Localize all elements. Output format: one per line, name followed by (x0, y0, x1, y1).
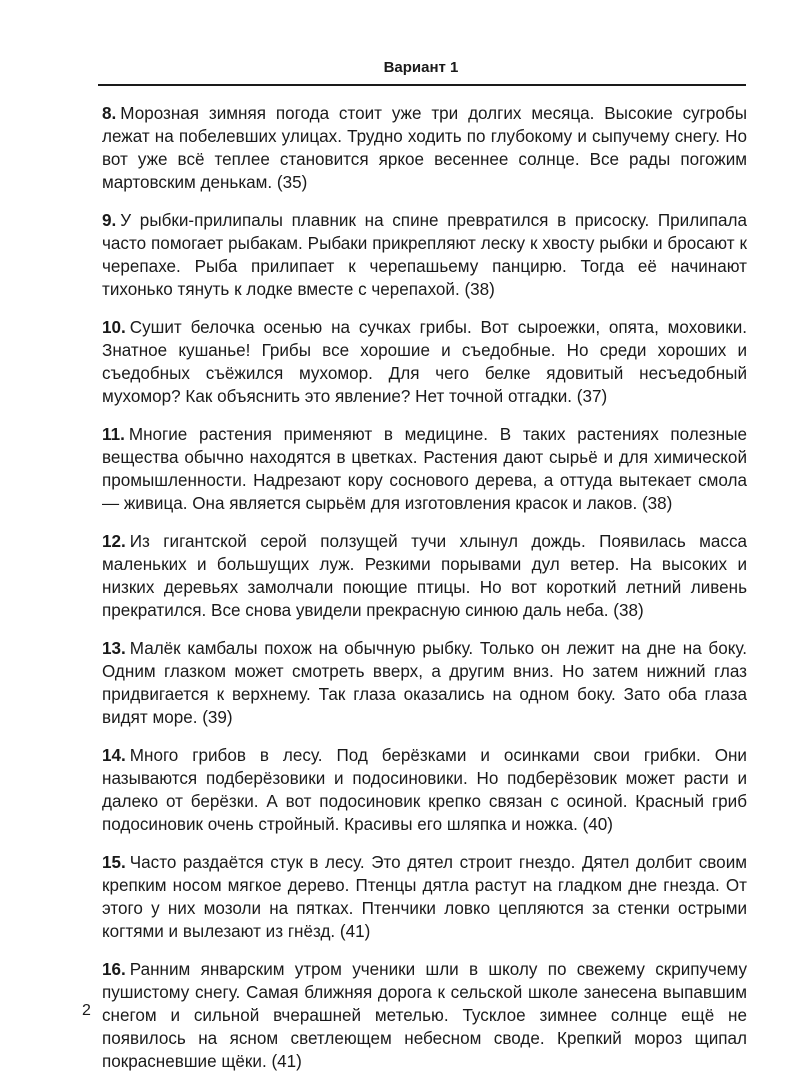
dictation-item-12 (102, 530, 747, 622)
dictation-text: Ранним январским утром ученики шли в школу по свежему скрипучему пушистому снегу. Самая ближняя дорога к сельской школе занесена выпавшим снегом и сильной вчерашней метелью. Тусклое зимнее солнце ещё не появилось на ясном светлеющем небесном своде. Крепкий мороз щипал покрасневшие щёки. (41) (102, 960, 747, 1071)
dictation-text: Часто раздаётся стук в лесу. Это дятел строит гнездо. Дятел долбит своим крепким носом мягкое дерево. Птенцы дятла растут на гладком дне гнезда. От этого у них мозоли на пятках. Птенчики ловко цепляются за стенки острыми когтями и вылезают из гнёзд. (41) (102, 853, 747, 941)
dictation-item-16 (102, 958, 747, 1073)
dictation-number: 11. (102, 425, 125, 444)
dictation-text: У рыбки-прилипалы плавник на спине превратился в присоску. Прилипала часто помогает рыбакам. Рыбаки прикрепляют леску к хвосту рыбки и бросают к черепахе. Рыба прилипает к черепашьему панцирю. Тогда её начинают тихонько тянуть к лодке вместе с черепахой. (38) (102, 211, 747, 299)
dictation-number: 15. (102, 853, 126, 872)
dictation-text: Малёк камбалы похож на обычную рыбку. Только он лежит на дне на боку. Одним глазком может смотреть вверх, а другим вниз. Но затем нижний глаз придвигается к верхнему. Так глаза оказались на одном боку. Зато оба глаза видят море. (39) (102, 639, 747, 727)
dictation-item-15 (102, 851, 747, 943)
dictation-number: 9. (102, 211, 117, 230)
dictation-number: 16. (102, 960, 126, 979)
dictation-text: Морозная зимняя погода стоит уже три долгих месяца. Высокие сугробы лежат на побелевших улицах. Трудно ходить по глубокому и сыпучему снегу. Но вот уже всё теплее становится яркое весеннее солнце. Все рады погожим мартовским денькам. (35) (102, 104, 747, 192)
page-number: 2 (82, 1002, 91, 1019)
page-header-title: Вариант 1 (383, 59, 459, 76)
header-divider (98, 84, 746, 86)
dictation-text: Сушит белочка осенью на сучках грибы. Вот сыроежки, опята, моховики. Знатное кушанье! Грибы все хорошие и съедобные. Но среди хороших и съедобных съёжился мухомор. Для чего белке ядовитый несъедобный мухомор? Как объяснить это явление? Нет точной отгадки. (37) (102, 318, 747, 406)
dictation-item-8 (102, 102, 747, 194)
dictation-item-9 (102, 209, 747, 301)
dictation-text: Много грибов в лесу. Под берёзками и осинками свои грибки. Они называются подберёзовики и подосиновики. Но подберёзовик может расти и далеко от берёзки. А вот подосиновик крепко связан с осиной. Красный гриб подосиновик очень стройный. Красивы его шляпка и ножка. (40) (102, 746, 747, 834)
dictation-item-11 (102, 423, 747, 515)
dictation-list (102, 102, 747, 1088)
dictation-item-10 (102, 316, 747, 408)
dictation-text: Многие растения применяют в медицине. В таких растениях полезные вещества обычно находятся в цветках. Растения дают сырьё и для химической промышленности. Надрезают кору соснового дерева, а оттуда вытекает смола — живица. Она является сырьём для изготовления красок и лаков. (38) (102, 425, 747, 513)
dictation-item-14 (102, 744, 747, 836)
dictation-number: 13. (102, 639, 126, 658)
dictation-number: 8. (102, 104, 117, 123)
dictation-item-13 (102, 637, 747, 729)
dictation-text: Из гигантской серой ползущей тучи хлынул дождь. Появилась масса маленьких и большущих луж. Резкими порывами дул ветер. На высоких и низких деревьях замолчали поющие птицы. Но вот короткий летний ливень прекратился. Все снова увидели прекрасную синюю даль неба. (38) (102, 532, 747, 620)
dictation-number: 14. (102, 746, 126, 765)
dictation-number: 12. (102, 532, 126, 551)
dictation-number: 10. (102, 318, 126, 337)
